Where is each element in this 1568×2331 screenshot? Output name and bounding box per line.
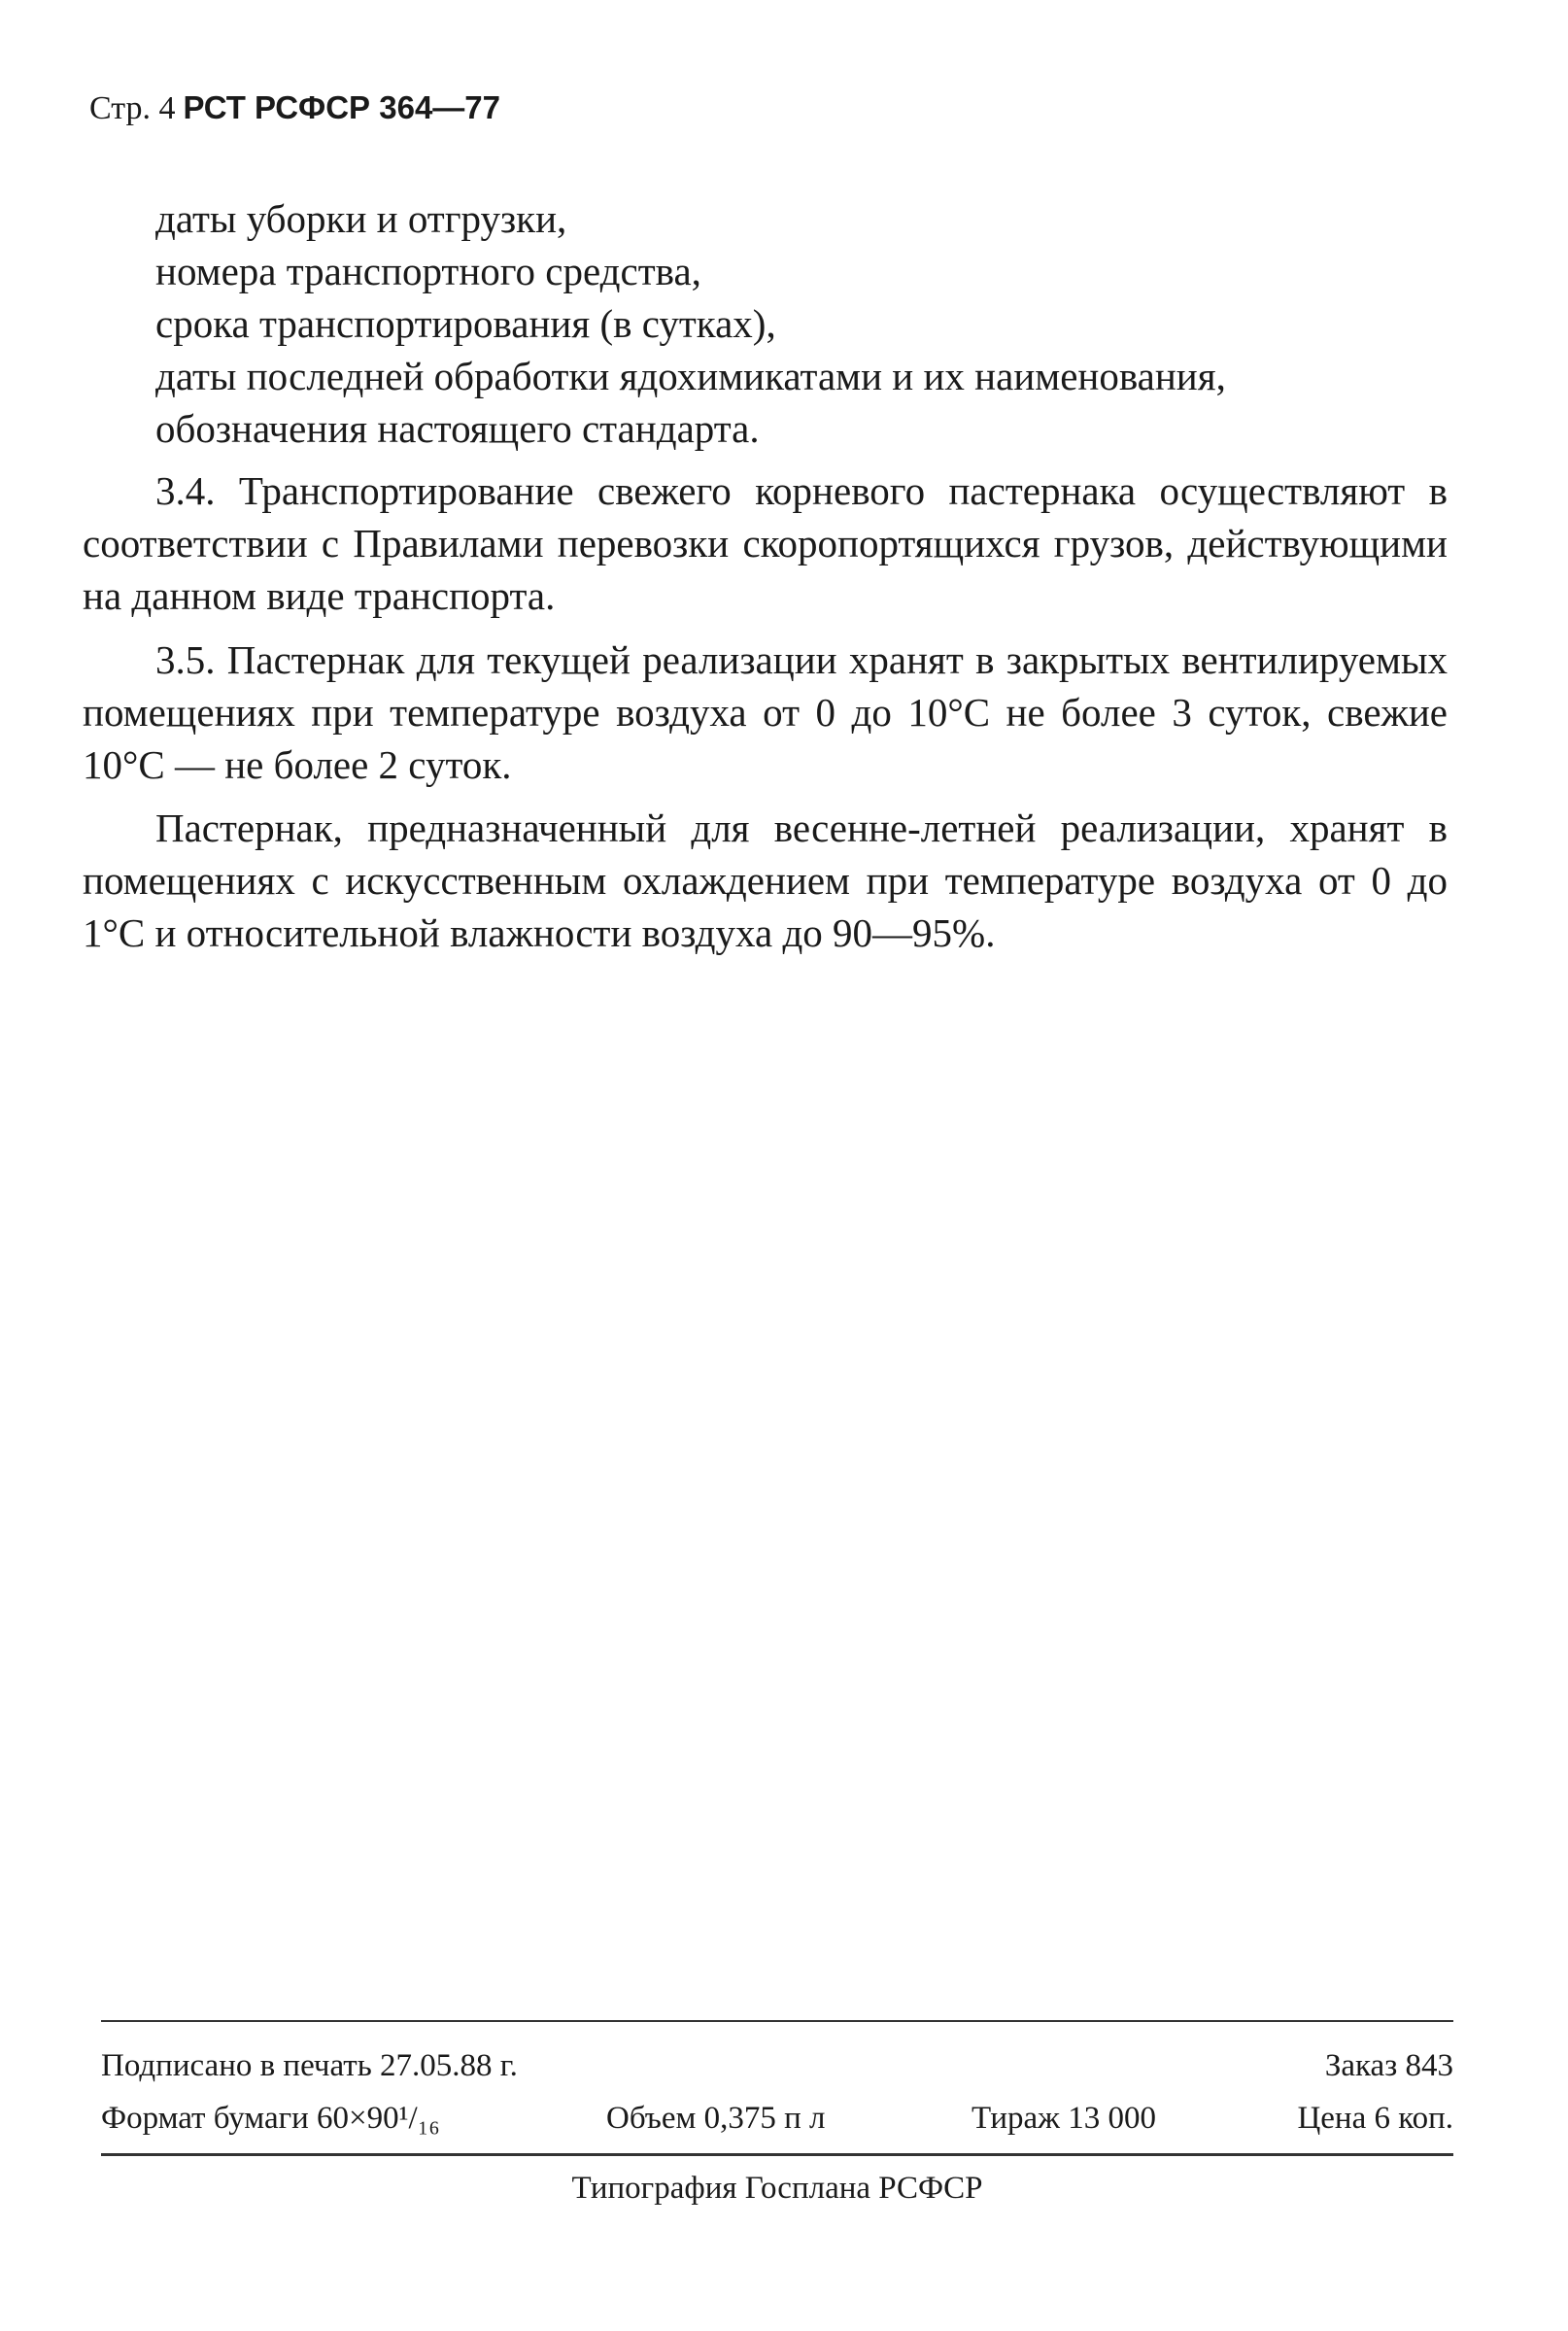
- page-number: Стр. 4: [89, 90, 176, 126]
- footer-top-rule: [101, 2020, 1453, 2022]
- order-number: Заказ 843: [1324, 2048, 1453, 2083]
- list-item: обозначения настоящего стандарта.: [155, 406, 760, 451]
- signed-date: Подписано в печать 27.05.88 г.: [101, 2048, 518, 2083]
- paragraph-3-5: 3.5. Пастернак для текущей реализации хранят в закрытых вентилируемых помещениях при температуре воздуха от 0 до 10°С не более 3 суток, свежие 10°С — не более 2 суток.: [83, 637, 1448, 787]
- paragraph-3-5-storage: Пастернак, предназначенный для весенне-летней реализации, хранят в помещениях с искусственным охлаждением при температуре воздуха от 0 до 1°С и относительной влажности воздуха до 90—95%.: [83, 806, 1448, 955]
- page-header: [89, 89, 500, 127]
- printer-name: Типография Госплана РСФСР: [571, 2171, 983, 2206]
- list-item: даты последней обработки ядохимикатами и их наименования,: [155, 354, 1226, 398]
- print-volume: Объем 0,375 п л: [606, 2101, 826, 2136]
- marking-list: [155, 192, 1448, 455]
- price: Цена 6 коп.: [1297, 2101, 1453, 2136]
- list-item: срока транспортирования (в сутках),: [155, 301, 776, 346]
- circulation: Тираж 13 000: [971, 2101, 1156, 2136]
- paragraph-3-4: 3.4. Транспортирование свежего корневого пастернака осуществляют в соответствии с Правилами перевозки скоропортящихся грузов, действующими на данном виде транспорта.: [83, 468, 1448, 618]
- standard-designation: РСТ РСФСР 364—77: [183, 89, 501, 125]
- list-item: даты уборки и отгрузки,: [155, 196, 567, 241]
- list-item: номера транспортного средства,: [155, 249, 701, 293]
- paper-format: Формат бумаги 60×90¹/₁₆: [101, 2101, 440, 2136]
- footer-bottom-rule: [101, 2153, 1453, 2156]
